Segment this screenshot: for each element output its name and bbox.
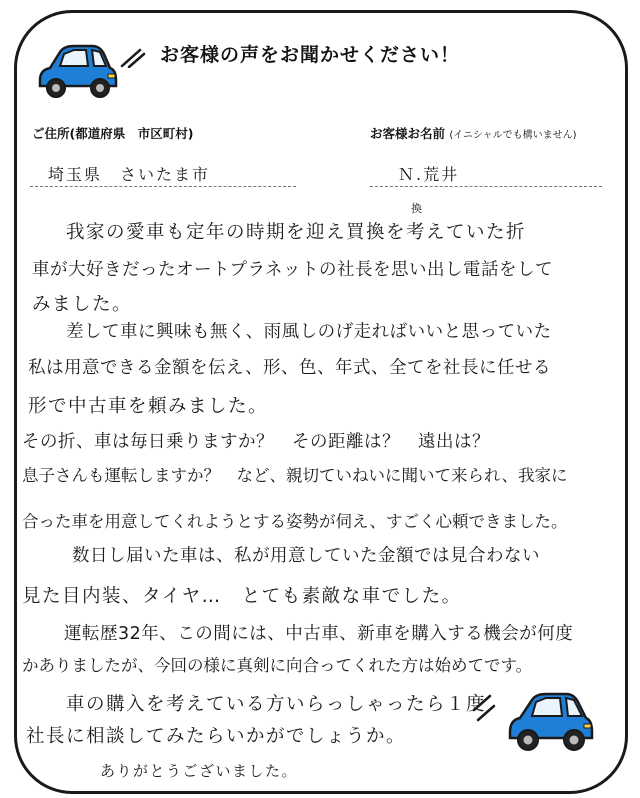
message-line: 我家の愛車も定年の時期を迎え買換を考えていた折 [66, 222, 527, 243]
message-line: 運転歴32年、この間には、中古車、新車を購入する機会が何度 [64, 624, 574, 644]
message-line: みました。 [32, 294, 133, 315]
name-line [370, 186, 602, 187]
name-label [370, 124, 577, 142]
name-note: (イニシャルでも構いません) [449, 130, 577, 141]
motion-lines-icon [120, 46, 146, 68]
message-line: 差して車に興味も無く、雨風しのげ走ればいいと思っていた [66, 322, 552, 342]
address-line [30, 186, 296, 187]
message-line: 見た目内装、タイヤ… とても素敵な車でした。 [22, 586, 462, 607]
message-line: ありがとうございました。 [100, 762, 299, 780]
message-line: かありましたが、今回の様に真剣に向合ってくれた方は始めてです。 [22, 656, 533, 675]
name-label-text: お客様お名前 [370, 126, 446, 141]
car-icon [504, 688, 596, 754]
address-value: 埼玉県 さいたま市 [48, 165, 211, 184]
name-value: Ｎ.荒井 [398, 165, 460, 184]
motion-lines-icon [470, 690, 496, 726]
message-line: 形で中古車を頼みました。 [28, 396, 269, 417]
message-line: 社長に相談してみたらいかがでしょうか。 [26, 726, 407, 747]
message-line: 数日し届いた車は、私が用意していた金額では見合わない [72, 546, 540, 566]
ruby-annotation: 換 [411, 202, 422, 215]
page-title: お客様の声をお聞かせください！ [160, 44, 461, 66]
message-line: その折、車は毎日乗りますか？ その距離は？ 遠出は？ [22, 432, 490, 452]
car-icon [34, 40, 118, 102]
message-line: 私は用意できる金額を伝え、形、色、年式、全てを社長に任せる [28, 358, 552, 378]
message-line: 車が大好きだったオートプラネットの社長を思い出し電話をして [32, 260, 553, 280]
address-label: ご住所(都道府県 市区町村) [32, 126, 194, 141]
message-line: 息子さんも運転しますか？ など、親切ていねいに聞いて来られ、我家に [22, 466, 568, 485]
message-line: 合った車を用意してくれようとする姿勢が伺え、すごく心頼できました。 [22, 512, 568, 531]
message-line: 車の購入を考えている方いらっしゃったら１度 [66, 694, 487, 715]
